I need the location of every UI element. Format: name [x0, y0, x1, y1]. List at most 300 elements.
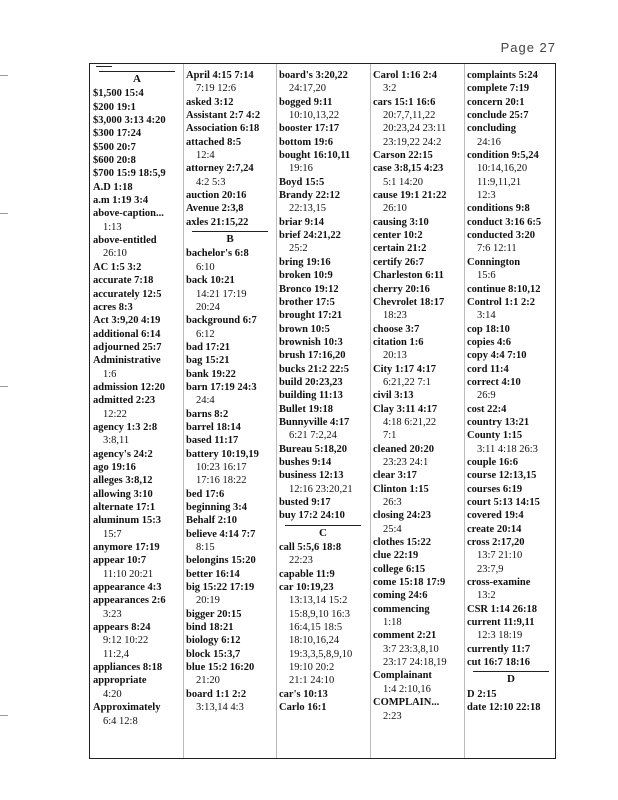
- index-page-refs: 15:6: [477, 270, 496, 282]
- index-page-refs: 14:21 17:19: [196, 288, 247, 300]
- index-term-line: country 13:21: [467, 416, 530, 428]
- index-term-line: barns 8:2: [186, 408, 229, 420]
- index-term-line: covered 19:4: [467, 510, 524, 522]
- index-entry: [467, 576, 555, 603]
- index-entry: [467, 536, 555, 576]
- index-term-line: D 2:15: [467, 688, 497, 700]
- index-page-refs: 6:21,22 7:1: [383, 376, 431, 388]
- index-term-line: ago 19:16: [93, 461, 136, 473]
- index-entry: [373, 403, 461, 443]
- index-term-line: A.D 1:18: [93, 181, 133, 193]
- index-page-refs: 19:16: [289, 163, 313, 175]
- index-term-line: buy 17:2 24:10: [279, 510, 345, 522]
- index-entry: [279, 69, 367, 96]
- index-entry: [279, 389, 367, 402]
- index-entry: [279, 296, 367, 309]
- index-page-refs: 1:18: [383, 617, 402, 629]
- index-entry: [373, 363, 461, 390]
- index-entry: [93, 288, 181, 301]
- index-term-line: case 3:8,15 4:23: [373, 163, 444, 175]
- index-entry: [467, 336, 555, 349]
- index-term-line: appears 8:24: [93, 622, 151, 634]
- index-page-refs: 3:8,11: [103, 435, 130, 447]
- index-term-line: back 10:21: [186, 275, 235, 287]
- index-page-refs: 19:3,3,5,8,9,10: [289, 648, 353, 660]
- index-term-line: Avenue 2:3,8: [186, 203, 244, 215]
- index-entry: [373, 549, 461, 562]
- index-entry: [279, 176, 367, 189]
- index-term-line: bucks 21:2 22:5: [279, 363, 350, 375]
- index-entry: [279, 309, 367, 322]
- index-page-refs: 12:22: [103, 408, 127, 420]
- index-entry: [279, 581, 367, 688]
- index-entry: [373, 269, 461, 282]
- index-page-refs: 12:3 18:19: [477, 630, 523, 642]
- index-entry: [279, 229, 367, 256]
- index-entry: [186, 528, 274, 555]
- index-entry: [373, 563, 461, 576]
- index-term-line: choose 3:7: [373, 323, 420, 335]
- index-entry: [93, 328, 181, 341]
- index-entry: [467, 643, 555, 656]
- index-page-refs: 11:9,11,21: [477, 176, 522, 188]
- index-term-line: certain 21:2: [373, 243, 427, 255]
- section-letter-heading: C: [285, 525, 361, 540]
- index-term-line: agency's 24:2: [93, 448, 153, 460]
- index-term-line: continue 8:10,12: [467, 283, 541, 295]
- scan-mark: [0, 75, 8, 76]
- index-entry: [93, 501, 181, 514]
- index-term-line: college 6:15: [373, 563, 426, 575]
- index-entry: [279, 283, 367, 296]
- index-term-line: Approximately: [93, 702, 161, 714]
- index-term-line: conditions 9:8: [467, 203, 530, 215]
- index-page-refs: 10:23 16:17: [196, 461, 247, 473]
- index-entry: [93, 101, 181, 114]
- index-entry: [93, 381, 181, 394]
- column-divider: [370, 64, 371, 758]
- index-page-refs: 20:23,24 23:11: [383, 123, 447, 135]
- index-entry: [373, 469, 461, 482]
- index-term-line: cord 11:4: [467, 363, 509, 375]
- index-term-line: Control 1:1 2:2: [467, 296, 536, 308]
- index-term-line: Bunnyville 4:17: [279, 416, 350, 428]
- index-entry: [373, 669, 461, 696]
- index-page-refs: 16:4,15 18:5: [289, 622, 343, 634]
- index-entry: [186, 581, 274, 608]
- index-page-refs: 23:19,22 24:2: [383, 136, 442, 148]
- index-column-4: [373, 69, 461, 723]
- index-entry: [186, 554, 274, 567]
- index-entry: [186, 136, 274, 163]
- index-entry: [186, 202, 274, 215]
- index-term-line: $300 17:24: [93, 128, 142, 140]
- index-page-refs: 21:20: [196, 675, 220, 687]
- index-entry: [93, 274, 181, 287]
- index-entry: [279, 469, 367, 496]
- index-entry: [93, 114, 181, 127]
- index-term-line: Brandy 22:12: [279, 190, 340, 202]
- index-page-refs: 11:2,4: [103, 648, 130, 660]
- index-page-refs: 24:17,20: [289, 83, 327, 95]
- index-entry: [186, 162, 274, 189]
- scan-mark: [0, 213, 8, 214]
- index-term-line: admitted 2:23: [93, 395, 156, 407]
- index-entry: [373, 69, 461, 96]
- index-term-line: courses 6:19: [467, 483, 523, 495]
- index-term-line: course 12:13,15: [467, 470, 537, 482]
- index-entry: [93, 461, 181, 474]
- index-term-line: closing 24:23: [373, 510, 432, 522]
- index-term-line: a.m 1:19 3:4: [93, 195, 149, 207]
- index-entry: [186, 434, 274, 447]
- index-term-line: broken 10:9: [279, 270, 333, 282]
- index-entry: [373, 283, 461, 296]
- index-term-line: $600 20:8: [93, 155, 136, 167]
- index-term-line: cost 22:4: [467, 403, 507, 415]
- index-entry: [467, 69, 555, 82]
- index-term-line: court 5:13 14:15: [467, 497, 540, 508]
- index-entry: [93, 448, 181, 461]
- index-entry: [467, 349, 555, 362]
- index-entry: [186, 247, 274, 274]
- index-entry: [467, 122, 555, 149]
- index-term-line: center 10:2: [373, 230, 423, 242]
- index-entry: [467, 216, 555, 229]
- index-column-5: [467, 69, 555, 715]
- index-entry: [373, 216, 461, 229]
- index-term-line: coming 24:6: [373, 590, 428, 602]
- index-term-line: AC 1:5 3:2: [93, 261, 142, 273]
- index-term-line: brownish 10:3: [279, 336, 343, 348]
- index-entry: [467, 469, 555, 482]
- index-column-3: [279, 69, 367, 715]
- index-entry: [467, 456, 555, 469]
- index-entry: [186, 189, 274, 202]
- index-term-line: concern 20:1: [467, 96, 525, 108]
- index-page-refs: 21:1 24:10: [289, 675, 335, 687]
- index-term-line: bought 16:10,11: [279, 150, 351, 162]
- index-term-line: certify 26:7: [373, 256, 425, 268]
- index-term-line: accurate 7:18: [93, 275, 154, 287]
- index-term-line: bank 19:22: [186, 368, 236, 380]
- index-term-line: couple 16:6: [467, 456, 519, 468]
- index-term-line: Bureau 5:18,20: [279, 443, 348, 455]
- index-entry: [186, 648, 274, 661]
- index-term-line: appliances 8:18: [93, 662, 163, 674]
- index-entry: [467, 523, 555, 536]
- index-page-refs: 20:13: [383, 350, 407, 362]
- index-term-line: copy 4:4 7:10: [467, 350, 527, 362]
- index-page-refs: 10:10,13,22: [289, 110, 340, 122]
- index-term-line: bind 18:21: [186, 622, 234, 634]
- index-term-line: above-caption...: [93, 208, 164, 220]
- index-term-line: alternate 17:1: [93, 502, 156, 513]
- index-entry: [93, 488, 181, 501]
- index-page-refs: 26:10: [383, 203, 407, 215]
- index-term-line: Clinton 1:15: [373, 483, 429, 495]
- index-entry: [279, 403, 367, 416]
- index-entry: [279, 336, 367, 349]
- index-page-refs: 15:7: [103, 528, 122, 540]
- index-page-refs: 26:3: [383, 497, 402, 508]
- index-page-refs: 12:4: [196, 150, 215, 162]
- index-entry: [467, 82, 555, 95]
- index-entry: [279, 122, 367, 135]
- index-entry: [373, 603, 461, 630]
- index-term-line: date 12:10 22:18: [467, 702, 541, 714]
- index-entry: [93, 167, 181, 180]
- index-term-line: believe 4:14 7:7: [186, 528, 256, 540]
- index-term-line: above-entitled: [93, 235, 157, 247]
- index-term-line: County 1:15: [467, 430, 523, 442]
- index-term-line: brother 17:5: [279, 296, 335, 308]
- index-entry: [186, 688, 274, 715]
- index-entry: [279, 363, 367, 376]
- index-page-refs: 1:4 2:10,16: [383, 683, 431, 695]
- index-term-line: build 20:23,23: [279, 376, 343, 388]
- index-term-line: cross-examine: [467, 577, 531, 589]
- index-term-line: bushes 9:14: [279, 456, 332, 468]
- index-entry: [467, 496, 555, 509]
- index-term-line: City 1:17 4:17: [373, 363, 436, 375]
- scan-mark: [0, 386, 8, 387]
- index-term-line: Bullet 19:18: [279, 403, 333, 415]
- index-entry: [373, 189, 461, 216]
- index-term-line: cause 19:1 21:22: [373, 190, 447, 202]
- index-entry: [467, 256, 555, 283]
- index-entry: [279, 496, 367, 509]
- index-term-line: Charleston 6:11: [373, 270, 444, 282]
- index-term-line: appropriate: [93, 675, 147, 687]
- index-entry: [279, 456, 367, 469]
- index-term-line: bachelor's 6:8: [186, 248, 249, 260]
- index-column-2: [186, 69, 274, 715]
- index-entry: [93, 301, 181, 314]
- index-term-line: Association 6:18: [186, 123, 260, 135]
- index-entry: [467, 509, 555, 522]
- index-term-line: correct 4:10: [467, 376, 521, 388]
- index-term-line: booster 17:17: [279, 123, 340, 135]
- index-term-line: cherry 20:16: [373, 283, 430, 295]
- index-term-line: battery 10:19,19: [186, 448, 259, 460]
- index-page-refs: 3:11 4:18 26:3: [477, 443, 538, 455]
- index-term-line: board 1:1 2:2: [186, 688, 247, 700]
- index-entry: [279, 376, 367, 389]
- index-entry: [467, 416, 555, 429]
- index-entry: [373, 336, 461, 363]
- index-term-line: aluminum 15:3: [93, 515, 161, 527]
- index-entry: [279, 149, 367, 176]
- index-page-refs: 26:10: [103, 248, 127, 260]
- index-entry: [373, 576, 461, 589]
- index-entry: [373, 256, 461, 269]
- index-term-line: attorney 2:7,24: [186, 163, 254, 175]
- index-term-line: Chevrolet 18:17: [373, 296, 445, 308]
- index-page-refs: 20:24: [196, 301, 220, 313]
- index-entry: [93, 621, 181, 661]
- index-term-line: biology 6:12: [186, 635, 241, 647]
- index-entry: [93, 701, 181, 728]
- index-entry: [279, 189, 367, 216]
- index-term-line: Boyd 15:5: [279, 176, 325, 188]
- index-term-line: clue 22:19: [373, 550, 419, 562]
- index-entry: [186, 621, 274, 634]
- index-term-line: background 6:7: [186, 315, 257, 327]
- index-entry: [279, 216, 367, 229]
- index-entry: [93, 394, 181, 421]
- index-term-line: call 5:5,6 18:8: [279, 542, 342, 554]
- index-term-line: citation 1:6: [373, 336, 424, 348]
- index-term-line: appear 10:7: [93, 555, 147, 567]
- index-term-line: adjourned 25:7: [93, 341, 162, 353]
- index-entry: [279, 349, 367, 362]
- index-term-line: busted 9:17: [279, 497, 331, 508]
- index-entry: [279, 269, 367, 282]
- index-page-refs: 3:13,14 4:3: [196, 702, 244, 714]
- scan-mark: [0, 715, 8, 716]
- index-term-line: anymore 17:19: [93, 542, 160, 554]
- index-term-line: capable 11:9: [279, 568, 335, 580]
- index-entry: [373, 323, 461, 336]
- index-term-line: additional 6:14: [93, 328, 161, 340]
- index-page-refs: 10:14,16,20: [477, 163, 528, 175]
- index-term-line: barrel 18:14: [186, 421, 241, 433]
- index-term-line: clear 3:17: [373, 470, 417, 482]
- index-entry: [467, 483, 555, 496]
- index-term-line: asked 3:12: [186, 96, 234, 108]
- index-term-line: CSR 1:14 26:18: [467, 603, 537, 615]
- index-term-line: currently 11:7: [467, 643, 531, 655]
- index-term-line: accurately 12:5: [93, 288, 162, 300]
- index-entry: [467, 701, 555, 714]
- index-term-line: civil 3:13: [373, 390, 414, 402]
- index-term-line: $700 15:9 18:5,9: [93, 168, 166, 180]
- index-page-refs: 18:23: [383, 310, 407, 322]
- index-page-refs: 15:8,9,10 16:3: [289, 608, 350, 620]
- index-entry: [279, 688, 367, 701]
- column-divider: [276, 64, 277, 758]
- index-page-refs: 4:2 5:3: [196, 176, 226, 188]
- index-page-refs: 6:10: [196, 261, 215, 273]
- index-term-line: Bronco 19:12: [279, 283, 339, 295]
- index-term-line: bad 17:21: [186, 341, 231, 353]
- index-entry: [373, 96, 461, 149]
- index-term-line: brought 17:21: [279, 310, 343, 322]
- index-term-line: Clay 3:11 4:17: [373, 403, 438, 415]
- index-entry: [93, 154, 181, 167]
- index-term-line: cleaned 20:20: [373, 443, 434, 455]
- index-entry: [279, 568, 367, 581]
- index-entry: [467, 202, 555, 215]
- index-page-refs: 7:6 12:11: [477, 243, 517, 255]
- index-entry: [467, 403, 555, 416]
- index-page-refs: 13:2: [477, 590, 496, 602]
- index-term-line: attached 8:5: [186, 136, 242, 148]
- index-page-refs: 23:17 24:18,19: [383, 657, 447, 669]
- index-entry: [279, 323, 367, 336]
- section-letter-heading: D: [473, 671, 549, 686]
- index-term-line: admission 12:20: [93, 381, 166, 393]
- index-term-line: building 11:13: [279, 390, 343, 402]
- index-entry: [373, 149, 461, 162]
- index-entry: [373, 229, 461, 242]
- index-entry: [186, 96, 274, 109]
- index-term-line: axles 21:15,22: [186, 216, 249, 228]
- index-term-line: commencing: [373, 603, 430, 615]
- index-entry: [186, 448, 274, 488]
- index-page-refs: 1:6: [103, 368, 117, 380]
- index-entry: [467, 616, 555, 643]
- index-entry: [93, 421, 181, 448]
- index-entry: [93, 554, 181, 581]
- index-entry: [186, 274, 274, 314]
- index-page-refs: 7:19 12:6: [196, 83, 236, 95]
- index-page-refs: 6:12: [196, 328, 215, 340]
- index-term-line: briar 9:14: [279, 216, 325, 228]
- index-entry: [467, 656, 555, 669]
- index-term-line: causing 3:10: [373, 216, 429, 228]
- index-term-line: create 20:14: [467, 523, 522, 535]
- index-term-line: Carol 1:16 2:4: [373, 70, 437, 81]
- index-page-refs: 3:2: [383, 83, 397, 95]
- index-page-refs: 6:21 7:2,24: [289, 430, 337, 442]
- section-letter-heading: A: [99, 71, 175, 86]
- index-term-line: better 16:14: [186, 568, 240, 580]
- index-term-line: block 15:3,7: [186, 648, 241, 660]
- index-entry: [467, 603, 555, 616]
- index-term-line: car 10:19,23: [279, 582, 334, 594]
- index-term-line: bed 17:6: [186, 488, 225, 500]
- index-term-line: blue 15:2 16:20: [186, 662, 255, 674]
- column-divider: [183, 64, 184, 758]
- column-divider: [464, 64, 465, 758]
- index-page-refs: 23:23 24:1: [383, 456, 429, 468]
- index-column-1: [93, 69, 181, 728]
- index-page-refs: 3:14: [477, 310, 496, 322]
- index-entry: [467, 323, 555, 336]
- index-entry: [93, 541, 181, 554]
- index-entry: [186, 368, 274, 381]
- index-entry: [93, 181, 181, 194]
- index-term-line: appearances 2:6: [93, 595, 166, 607]
- index-entry: [93, 581, 181, 594]
- index-page-refs: 22:13,15: [289, 203, 327, 215]
- index-term-line: big 15:22 17:19: [186, 582, 255, 594]
- index-term-line: bogged 9:11: [279, 96, 333, 108]
- index-term-line: conclude 25:7: [467, 110, 529, 122]
- index-entry: [279, 541, 367, 568]
- index-term-line: comment 2:21: [373, 630, 437, 642]
- index-entry: [93, 87, 181, 100]
- index-term-line: complaints 5:24: [467, 70, 538, 81]
- index-term-line: cross 2:17,20: [467, 537, 525, 549]
- index-entry: [93, 194, 181, 207]
- index-entry: [93, 594, 181, 621]
- index-term-line: current 11:9,11: [467, 617, 535, 629]
- index-page-refs: 17:16 18:22: [196, 475, 247, 487]
- index-term-line: alleges 3:8,12: [93, 475, 153, 487]
- index-entry: [186, 514, 274, 527]
- index-entry: [186, 354, 274, 367]
- index-page-refs: 25:2: [289, 243, 308, 255]
- index-entry: [186, 381, 274, 408]
- index-term-line: bring 19:16: [279, 256, 331, 268]
- index-page-refs: 9:12 10:22: [103, 635, 149, 647]
- index-entry: [186, 341, 274, 354]
- index-entry: [373, 629, 461, 669]
- index-page-refs: 5:1 14:20: [383, 176, 423, 188]
